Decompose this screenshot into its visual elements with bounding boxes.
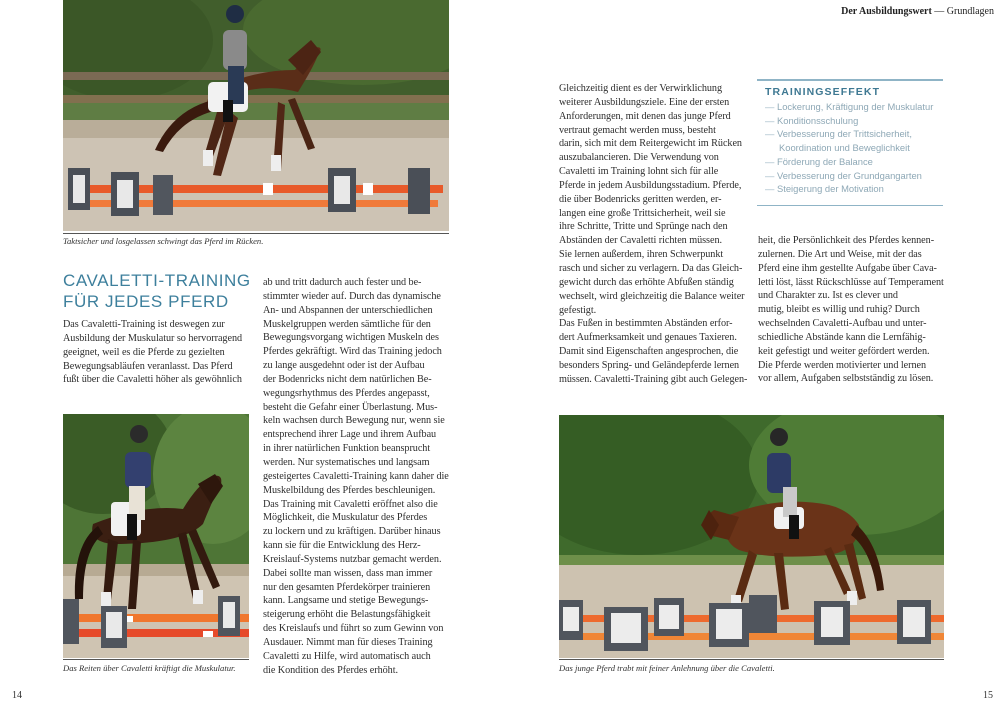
training-effect-item bbox=[765, 141, 943, 155]
text-line: Die Pferde werden motivierter und lernen bbox=[758, 359, 927, 371]
text-line: Das Training mit Cavaletti eröffnet also die bbox=[263, 498, 438, 510]
dash-bullet: — bbox=[765, 128, 777, 140]
text-line: vertraut gemacht werden muss, besteht bbox=[559, 124, 716, 136]
training-effect-box bbox=[757, 79, 943, 206]
text-line: die Kondition des Pferdes erhöht. bbox=[263, 664, 399, 676]
text-line: Muskelbildung des Pferdes beschleunigen. bbox=[263, 484, 436, 496]
text-line: zu lange ausgedehnt oder ist der Aufbau bbox=[263, 360, 425, 372]
text-line: der Bodenricks nicht dem natürlichen Be- bbox=[263, 373, 432, 385]
text-line: die über Bodenricks geritten werden, er- bbox=[559, 193, 722, 205]
training-effect-item-label: Koordination und Beweglichkeit bbox=[779, 142, 910, 154]
text-line: zulernen. Die Art und Weise, mit der das bbox=[758, 248, 922, 260]
text-line: weiterer Ausbildungsziele. Eine der ersten bbox=[559, 96, 730, 108]
text-line: besteht die Gefahr einer Überlastung. Mus- bbox=[263, 401, 438, 413]
text-line: werden. Nur systematisches und langsam bbox=[263, 456, 430, 468]
photo-young-horse-trotting bbox=[559, 415, 944, 658]
text-line: Ausdauer. Nimmt man für dieses Training bbox=[263, 636, 433, 648]
text-line: Pferde in jedem Ausbildungsstadium. Pferde, bbox=[559, 179, 742, 191]
text-line: Bewegungsvorgang wichtigen Muskeln des bbox=[263, 332, 439, 344]
text-line: keln wachsen durch Bewegung nur, wenn sie bbox=[263, 415, 445, 427]
text-line: ab und tritt dadurch auch fester und be- bbox=[263, 277, 422, 288]
text-line: letti löst, lässt Rückschlüsse auf Temperament bbox=[758, 276, 944, 288]
training-effect-item-label: Förderung der Balance bbox=[776, 155, 873, 167]
dash-bullet: — bbox=[765, 183, 777, 195]
text-line: des Kreislaufs und führt so zum Gewinn von bbox=[263, 623, 444, 635]
headline-line-2: FÜR JEDES PFERD bbox=[63, 292, 229, 311]
text-line: Dabei sollte man wissen, dass man immer bbox=[263, 567, 433, 579]
text-line: Cavaletti zu Hilfe, wird automatisch auch bbox=[263, 650, 431, 662]
training-effect-item bbox=[765, 169, 943, 183]
dash-bullet: — bbox=[765, 101, 777, 112]
text-line: wegungsrhythmus des Pferdes angepasst, bbox=[263, 387, 430, 399]
training-effect-item bbox=[765, 100, 943, 114]
header-section: Der Ausbildungswert bbox=[841, 6, 932, 17]
text-line: auszubalancieren. Die Verwendung von bbox=[559, 152, 719, 164]
caption-rule bbox=[63, 659, 249, 660]
text-line: Möglichkeit, die Muskulatur des Pferdes bbox=[263, 512, 428, 524]
text-line: fußt über die Cavaletti höher als gewöhnlich bbox=[63, 374, 242, 386]
text-line: heit, die Persönlichkeit des Pferdes kennen- bbox=[758, 235, 935, 246]
text-line: Pferdes gekräftigt. Wird das Training jedoch bbox=[263, 346, 442, 358]
section-headline bbox=[63, 270, 251, 312]
photo-rider-muscles bbox=[63, 414, 249, 658]
page-number-left: 14 bbox=[12, 690, 22, 701]
header-chapter: Grundlagen bbox=[946, 6, 994, 17]
text-line: Pferd eine ihm gestellte Aufgabe über Cava- bbox=[758, 262, 937, 274]
text-line: gefestigt. bbox=[559, 304, 597, 316]
text-line: dert Aufmerksamkeit und genaues Taxieren. bbox=[559, 332, 737, 344]
training-effect-list bbox=[757, 100, 943, 196]
text-line: Abständen der Cavaletti richten müssen. bbox=[559, 235, 722, 247]
headline-line-1: CAVALETTI-TRAINING bbox=[63, 271, 251, 290]
text-line: kann sie für die Entwicklung des Herz- bbox=[263, 540, 421, 552]
text-line: mutig, bleibt es willig und ruhig? Durch bbox=[758, 304, 920, 316]
training-effect-item-label: Steigerung der Motivation bbox=[776, 183, 884, 195]
text-line: wechselnden Cavaletti-Aufbau und unter- bbox=[758, 318, 927, 330]
text-line: entsprechend ihrer Lage und ihrem Aufbau bbox=[263, 429, 437, 441]
text-line: geeignet, weil es die Pferde zu gezielten bbox=[63, 346, 225, 358]
text-line: Bewegungsabläufen veranlasst. Das Pferd bbox=[63, 360, 233, 372]
caption-rule bbox=[559, 659, 944, 660]
text-line: besonders Spring- und Geländepferde lernen bbox=[559, 359, 740, 371]
text-line: Sie lernen außerdem, ihren Schwerpunkt bbox=[559, 249, 724, 261]
dash-bullet: — bbox=[765, 169, 777, 181]
text-line: in ihrer natürlichen Funktion beansprucht bbox=[263, 443, 431, 455]
text-line: langen eine große Trittsicherheit, weil sie bbox=[559, 207, 726, 219]
text-line: steigerung erhöht die Belastungsfähigkeit bbox=[263, 609, 431, 621]
text-line: schiedliche Abstände kann die Lernfähig- bbox=[758, 331, 926, 343]
text-line: nur den gesamten Pferdekörper trainieren bbox=[263, 581, 431, 593]
text-line: gesteigertes Cavaletti-Training kann daher die bbox=[263, 470, 449, 482]
dash-bullet: — bbox=[765, 114, 777, 126]
training-effect-item-label: Verbesserung der Trittsicherheit, bbox=[776, 128, 912, 140]
text-line: darin, sich mit dem Reitergewicht im Rücken bbox=[559, 138, 742, 150]
text-line: An- und Abspannen der unterschiedlichen bbox=[263, 304, 433, 316]
photo-trot-over-cavaletti bbox=[63, 0, 449, 231]
text-line: vor allem, Aufgaben selbstständig zu lösen. bbox=[758, 373, 934, 385]
caption-top-photo: Taktsicher und losgelassen schwingt das Pferd im Rücken. bbox=[63, 236, 264, 246]
running-header bbox=[841, 6, 994, 17]
right-column-1-text bbox=[559, 82, 749, 387]
left-column-2-text bbox=[263, 276, 455, 677]
text-line: Ausbildung der Muskulatur so hervorragend bbox=[63, 332, 243, 344]
text-line: müssen. Cavaletti-Training gibt auch Gelegen- bbox=[559, 373, 748, 385]
text-line: keit gefestigt und weiter gefördert werden. bbox=[758, 345, 930, 357]
training-effect-title: TRAININGSEFFEKT bbox=[765, 86, 881, 98]
text-line: rasch und sicher zu verlagern. Da das Gleich- bbox=[559, 262, 743, 274]
text-line: gewicht durch das erhöhte Abfußen ständig bbox=[559, 276, 734, 288]
caption-bottom-right-photo: Das junge Pferd trabt mit feiner Anlehnung über die Cavaletti. bbox=[559, 663, 775, 673]
page-number-right: 15 bbox=[983, 690, 993, 701]
text-line: Kreislauf-Systems nutzbar gemacht werden. bbox=[263, 553, 442, 565]
text-line: und Charakter zu. Ist es clever und bbox=[758, 290, 898, 302]
training-effect-item bbox=[765, 127, 943, 141]
text-line: Das Cavaletti-Training ist deswegen zur bbox=[63, 319, 225, 330]
training-effect-item bbox=[765, 182, 943, 196]
text-line: Das Fußen in bestimmten Abständen erfor- bbox=[559, 318, 733, 330]
text-line: wechselt, wird gleichzeitig die Balance weiter bbox=[559, 290, 745, 302]
training-effect-item-label: Lockerung, Kräftigung der Muskulatur bbox=[776, 101, 934, 112]
training-effect-item bbox=[765, 114, 943, 128]
caption-bottom-left-photo: Das Reiten über Cavaletti kräftigt die Muskulatur. bbox=[63, 663, 236, 673]
training-effect-item-label: Konditionsschulung bbox=[776, 114, 859, 126]
text-line: Muskelgruppen werden sämtliche für den bbox=[263, 318, 431, 330]
left-column-1-text bbox=[63, 318, 253, 387]
caption-rule bbox=[63, 233, 449, 234]
text-line: Cavaletti im Training lohnt sich für alle bbox=[559, 166, 719, 178]
training-effect-item-label: Verbesserung der Grundgangarten bbox=[776, 169, 922, 181]
dash-bullet: — bbox=[765, 155, 777, 167]
text-line: Anforderungen, mit denen das junge Pferd bbox=[559, 110, 731, 122]
text-line: Damit sind Eigenschaften angesprochen, die bbox=[559, 346, 739, 358]
right-column-2-text bbox=[758, 234, 950, 386]
header-separator: — bbox=[934, 6, 945, 17]
text-line: ihre Schritte, Tritte und Sprünge nach den bbox=[559, 221, 728, 233]
text-line: zu lockern und zu kräftigen. Darüber hinaus bbox=[263, 526, 441, 538]
text-line: Gleichzeitig dient es der Verwirklichung bbox=[559, 83, 723, 94]
training-effect-item bbox=[765, 155, 943, 169]
text-line: stimmter wieder auf. Durch das dynamische bbox=[263, 290, 441, 302]
text-line: kann. Langsame und stetige Bewegungs- bbox=[263, 595, 429, 607]
